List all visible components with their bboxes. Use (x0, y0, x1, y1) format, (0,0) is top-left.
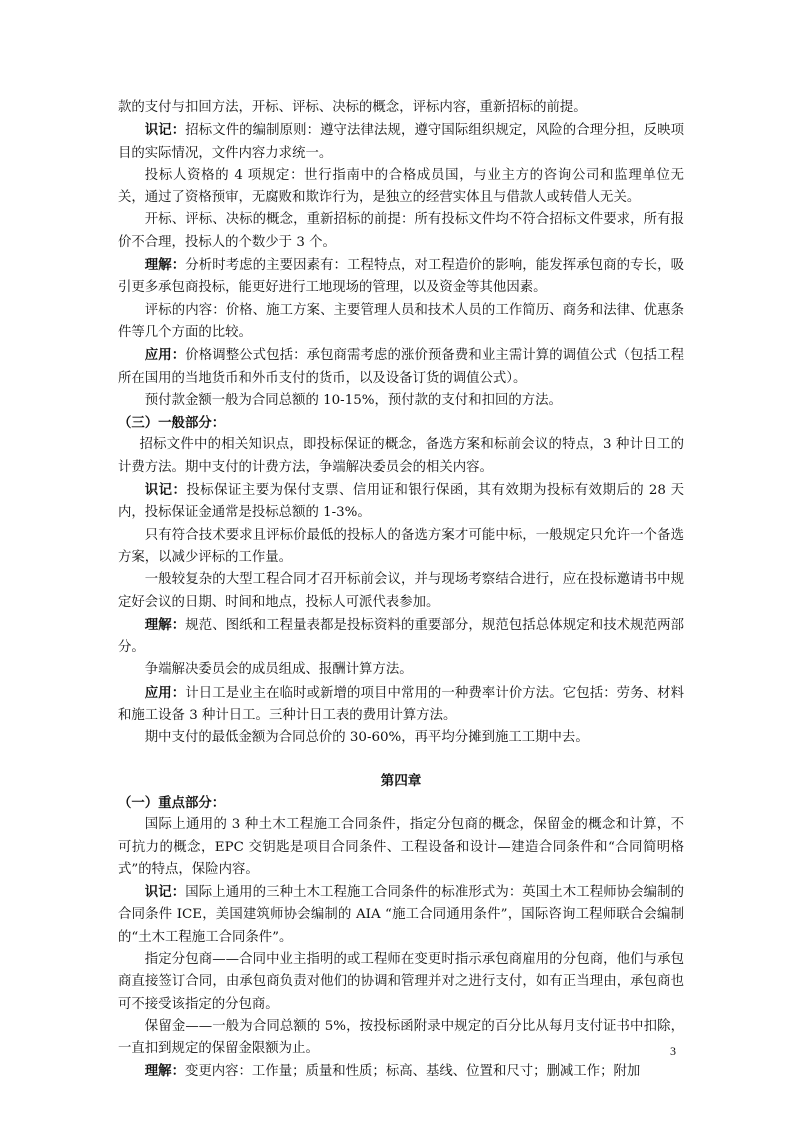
paragraph: 只有符合技术要求且评标价最低的投标人的备选方案才可能中标，一般规定只允许一个备选方案，以减少评标的工作量。 (118, 527, 684, 565)
paragraph: 投标人资格的 4 项规定：世行指南中的合格成员国，与业主方的咨询公司和监理单位无关，通过了资格预审，无腐败和欺诈行为，是独立的经营实体且与借款人或转借人无关。 (118, 167, 684, 206)
paragraph-text: 投标保证主要为保付支票、信用证和银行保函，其有效期为投标有效期后的 28 天内，投标保证金通常是投标总额的 1-3%。 (118, 483, 684, 521)
paragraph (118, 881, 684, 949)
paragraph: 一般较复杂的大型工程合同才召开标前会议，并与现场考察结合进行，应在投标邀请书中规定好会议的日期、时间和地点，投标人可派代表参加。 (118, 572, 684, 610)
document-body (118, 97, 684, 1084)
paragraph (118, 682, 684, 728)
label-apply: 应用： (144, 684, 186, 701)
paragraph: 保留金——一般为合同总额的 5%，按投标函附录中规定的百分比从每月支付证书中扣除，一直扣到规定的保留金限额为止。 (118, 1018, 684, 1057)
paragraph (118, 254, 684, 300)
paragraph: 争端解决委员会的成员组成、报酬计算方法。 (144, 662, 413, 678)
paragraph (118, 1060, 684, 1083)
paragraph-text: 分析时考虑的主要因素有：工程特点，对工程造价的影响，能发挥承包商的专长，吸引更多承包商投标，能更好进行工地现场的管理，以及资金等其他因素。 (118, 258, 685, 296)
spacer (118, 750, 684, 770)
section-heading-key: （一）重点部分： (118, 794, 226, 811)
paragraph-text: 变更内容：工作量；质量和性质；标高、基线、位置和尺寸；删减工作；附加 (184, 1064, 641, 1080)
paragraph-text: 规范、图纸和工程量表都是投标资料的重要部分，规范包括总体规定和技术规范两部分。 (118, 617, 685, 656)
label-apply: 应用： (144, 347, 186, 364)
label-memorize: 识记： (144, 884, 186, 901)
label-memorize: 识记： (144, 482, 187, 499)
page-number: 3 (670, 1044, 676, 1058)
paragraph-text: 国际上通用的三种土木工程施工合同条件的标准形式为：英国土木工程师协会编制的合同条件 ICE，美国建筑师协会编制的 AIA “施工合同通用条件”，国际咨询工程师联合会编制的“土木工程施工合同条件”。 (118, 885, 685, 945)
label-understand: 理解： (144, 616, 186, 633)
paragraph: 招标文件中的相关知识点，即投标保证的概念，备选方案和标前会议的特点，3 种计日工的计费方法。期中支付的计费方法，争端解决委员会的相关内容。 (118, 437, 684, 475)
paragraph: 指定分包商——合同中业主指明的或工程师在变更时指示承包商雇用的分包商，他们与承包商直接签订合同，由承包商负责对他们的协调和管理并对之进行支付，如有正当理由，承包商也可不接受该指定的分包商。 (118, 951, 684, 1012)
paragraph-text: 招标文件的编制原则：遵守法律法规，遵守国际组织规定，风险的合理分担，反映项目的实际情况，文件内容力求统一。 (118, 123, 685, 161)
section-heading-general: （三）一般部分： (118, 415, 226, 432)
paragraph: 开标、评标、决标的概念，重新招标的前提：所有投标文件均不符合招标文件要求，所有报价不合理，投标人的个数少于 3 个。 (118, 212, 684, 250)
paragraph-text: 价格调整公式包括：承包商需考虑的涨价预备费和业主需计算的调值公式（包括工程所在国用的当地货币和外币支付的货币，以及设备订货的调值公式）。 (118, 348, 685, 386)
paragraph: 评标的内容：价格、施工方案、主要管理人员和技术人员的工作简历、商务和法律、优惠条件等几个方面的比较。 (118, 302, 684, 340)
paragraph-text: 计日工是业主在临时或新增的项目中常用的一种费率计价方法。它包括：劳务、材料和施工设备 3 种计日工。三种计日工表的费用计算方法。 (118, 685, 685, 724)
paragraph (118, 479, 684, 525)
paragraph: 预付款金额一般为合同总额的 10-15%，预付款的支付和扣回的方法。 (144, 392, 562, 408)
label-understand: 理解： (144, 1063, 185, 1080)
label-memorize: 识记： (144, 122, 186, 139)
paragraph (118, 119, 684, 165)
paragraph (118, 344, 684, 390)
label-understand: 理解： (144, 257, 186, 274)
paragraph: 期中支付的最低金额为合同总价的 30-60%，再平均分摊到施工工期中去。 (144, 730, 589, 746)
paragraph (118, 614, 684, 660)
paragraph: 国际上通用的 3 种土木工程施工合同条件，指定分包商的概念，保留金的概念和计算，不可抗力的概念，EPC 交钥匙是项目合同条件、工程设备和设计—建造合同条件和“合同简明格式”的特点，保险内容。 (118, 817, 684, 877)
chapter-title: 第四章 (380, 772, 422, 789)
paragraph: 款的支付与扣回方法，开标、评标、决标的概念，评标内容，重新招标的前提。 (118, 100, 587, 115)
